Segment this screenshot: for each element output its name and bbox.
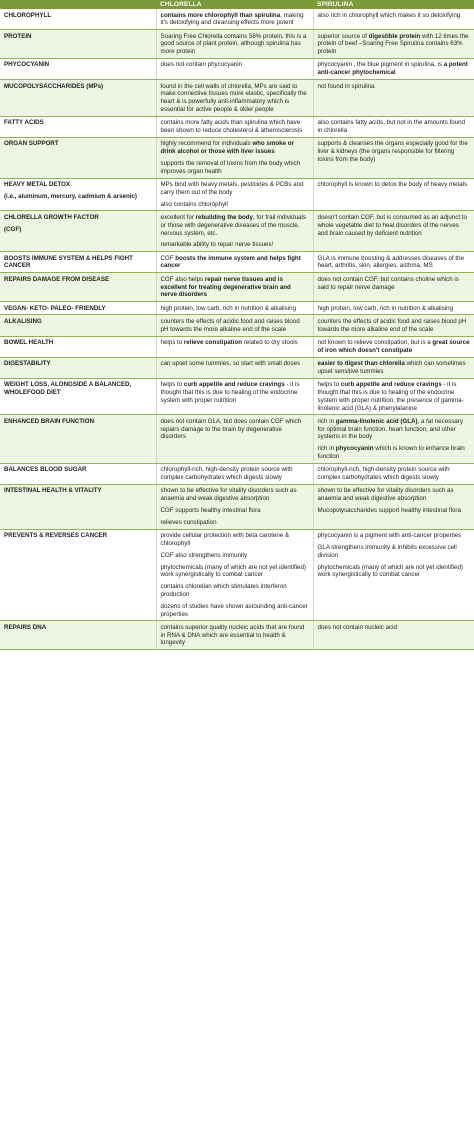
chlorella-cell — [156, 463, 313, 484]
bold-text-run: boosts the immune system and helps fight cancer — [160, 254, 301, 270]
row-label — [0, 252, 156, 273]
chlorella-paragraph — [161, 181, 309, 197]
text-run: INTESTINAL HEALTH & VITALITY — [4, 487, 102, 495]
text-run: does not contain nucleic acid — [317, 623, 397, 631]
spirulina-cell — [313, 302, 474, 315]
text-run: dozens of studies have shown astounding anti-cancer properties — [160, 602, 308, 618]
chlorella-paragraph — [161, 119, 309, 135]
text-run: helps to — [317, 381, 341, 389]
bold-text-run: great source of iron which doesn't constipate — [317, 339, 470, 354]
spirulina-paragraph — [318, 339, 471, 355]
row-label — [0, 621, 156, 650]
chlorella-paragraph — [161, 466, 309, 482]
chlorella-paragraph — [161, 583, 309, 599]
row-label-text — [4, 119, 152, 127]
text-run: found in the cell walls of chlorella, MPs are said to make connective tissues more elastic, specifically the heart & is powerfully anti-inflammatory which is essential for active people & older people — [160, 82, 307, 113]
text-run: also contains fatty acids, but not in the amounts found in chlorella — [317, 119, 466, 135]
bold-text-run: contains more chlorophyll than spirulina — [160, 11, 281, 19]
text-run: - it is thought that this is due to healing of the endocrine system with proper nutrition — [160, 381, 300, 404]
spirulina-paragraph — [318, 466, 471, 482]
text-run: REPAIRS DAMAGE FROM DISEASE — [4, 275, 110, 283]
text-run: phytochemicals (many of which are not yet identified) work synergistically to combat cancer — [160, 563, 306, 579]
chlorella-cell — [156, 315, 313, 336]
spirulina-cell — [313, 137, 474, 178]
spirulina-cell — [313, 357, 474, 378]
table-row — [0, 529, 474, 621]
chlorella-paragraph — [161, 381, 309, 404]
chlorella-paragraph — [161, 305, 309, 313]
row-label — [0, 137, 156, 178]
text-run: contains chlorellan which stimulates interferon production — [160, 583, 287, 598]
row-label — [0, 80, 156, 117]
text-run: ORGAN SUPPORT — [4, 140, 59, 148]
text-run: superior source of — [317, 32, 369, 40]
table-row — [0, 58, 474, 79]
table-row — [0, 137, 474, 178]
chlorella-paragraph — [161, 12, 309, 28]
text-run: PREVENTS & REVERSES CANCER — [4, 532, 108, 540]
text-run: PROTEIN — [4, 32, 32, 40]
row-label — [0, 378, 156, 415]
text-run: BOWEL HEALTH — [4, 339, 54, 346]
spirulina-paragraph — [318, 418, 471, 441]
row-label-text — [4, 193, 152, 201]
text-run: helps to — [160, 339, 184, 346]
spirulina-paragraph — [318, 305, 471, 313]
table-row — [0, 116, 474, 137]
chlorella-paragraph — [161, 255, 309, 271]
text-run: contains superior quality nucleic acids that are found in RNA & DNA which are essential to health & longevity — [160, 623, 305, 647]
text-run: relieves constipation — [160, 518, 217, 526]
spirulina-paragraph — [318, 83, 471, 91]
header-row — [0, 0, 474, 9]
chlorella-paragraph — [161, 214, 309, 237]
bold-text-run: relieve constipation — [183, 339, 243, 346]
bold-text-run: gamma-linolenic acid (GLA) — [335, 417, 418, 425]
text-run: also rich in chlorophyll which makes it so detoxifying — [317, 11, 461, 19]
text-run: not found in spirulina — [317, 82, 375, 90]
chlorella-paragraph — [161, 487, 309, 503]
spirulina-cell — [313, 315, 474, 336]
table-header — [0, 0, 474, 9]
spirulina-paragraph — [318, 445, 471, 461]
text-run: GLA is immune boosting & addresses diseases of the heart, arthritis, skin, allergies, asthma, MS — [317, 254, 465, 270]
chlorella-paragraph — [161, 318, 309, 334]
text-run: doesn't contain CGF, but is consumed as an adjunct to whole vegetable diet to heal disorders of the nerves and brain caused by deficient nutrition — [317, 213, 467, 237]
row-label-text — [4, 305, 152, 313]
text-run: excellent for — [160, 213, 196, 221]
chlorella-cell — [156, 80, 313, 117]
row-label — [0, 30, 156, 59]
bold-text-run: curb appetite and reduce cravings — [340, 381, 442, 389]
text-run: not known to relieve constipation, but is a — [317, 339, 433, 346]
row-label — [0, 529, 156, 621]
chlorella-paragraph — [161, 564, 309, 580]
bold-text-run: curb appetite and reduce cravings — [183, 381, 285, 389]
chlorella-paragraph — [161, 140, 309, 156]
text-run: CHLORELLA GROWTH FACTOR — [4, 213, 99, 221]
chlorella-paragraph — [161, 507, 309, 515]
text-run: HEAVY METAL DETOX — [4, 181, 71, 189]
table-row — [0, 621, 474, 650]
header-spirulina: SPIRULINA — [313, 0, 474, 9]
row-label-text — [4, 339, 152, 347]
spirulina-cell — [313, 463, 474, 484]
chlorella-paragraph — [161, 83, 309, 114]
text-run: remarkable ability to repair nerve tissues! — [160, 241, 274, 249]
text-run: related to dry stools — [242, 339, 298, 346]
bold-text-run: repair nerve tissues and is excellent for treating degenerative brain and nerve disorders — [160, 275, 291, 299]
table-row — [0, 336, 474, 357]
row-label-text — [4, 181, 152, 189]
spirulina-cell — [313, 415, 474, 463]
chlorella-cell — [156, 378, 313, 415]
text-run: chlorophyll is known to detox the body of heavy metals — [317, 181, 468, 189]
spirulina-paragraph — [318, 487, 471, 503]
row-label-text — [4, 33, 152, 41]
row-label — [0, 415, 156, 463]
text-run: counters the effects of acidic food and raises blood pH towards the more alkaline end of the scale — [160, 317, 300, 333]
chlorella-cell — [156, 621, 313, 650]
row-label-text — [4, 226, 152, 234]
row-label-text — [4, 418, 152, 426]
row-label — [0, 302, 156, 315]
text-run: CGF supports healthy intestinal flora — [160, 507, 261, 515]
row-label — [0, 463, 156, 484]
chlorella-cell — [156, 336, 313, 357]
chlorella-cell — [156, 415, 313, 463]
spirulina-cell — [313, 252, 474, 273]
row-label-text — [4, 214, 152, 222]
table-row — [0, 315, 474, 336]
text-run: ENHANCED BRAIN FUNCTION — [4, 417, 95, 425]
chlorella-cell — [156, 137, 313, 178]
header-label-column — [0, 0, 156, 9]
chlorella-paragraph — [161, 33, 309, 56]
row-label-text — [4, 255, 152, 271]
bold-text-run: easier to digest than chlorella — [317, 360, 405, 368]
chlorella-paragraph — [161, 418, 309, 441]
chlorella-paragraph — [161, 552, 309, 560]
row-label-text — [4, 466, 152, 474]
text-run: rich in — [317, 417, 336, 425]
chlorella-cell — [156, 273, 313, 302]
text-run: (CGF) — [4, 225, 22, 233]
text-run: BALANCES BLOOD SUGAR — [4, 466, 87, 474]
chlorella-paragraph — [161, 532, 309, 548]
row-label — [0, 211, 156, 252]
bold-text-run: who smoke or drink alcohol or those with liver issues — [160, 140, 294, 156]
row-label — [0, 273, 156, 302]
row-label-text — [4, 381, 152, 397]
chlorella-paragraph — [161, 339, 309, 347]
text-run: also contains chlorophyll — [160, 200, 228, 208]
chlorella-paragraph — [161, 624, 309, 647]
text-run: contains more fatty acids than spirulina which have been shown to reduce cholesterol & atherosclerosis — [160, 119, 303, 135]
text-run: high protein, low carb, rich in nutrition & alkalising — [160, 304, 297, 312]
chlorella-cell — [156, 58, 313, 79]
text-run: FATTY ACIDS — [4, 119, 44, 127]
text-run: chlorophyll-rich, high-density protein source with complex carbohydrates which digests slowly — [160, 466, 293, 482]
row-label-text — [4, 276, 152, 284]
text-run: , making it's detoxifying and cleansing effects more potent — [160, 11, 304, 27]
text-run: MUCOPOLYSACCHARIDES (MPs) — [4, 82, 104, 90]
chlorella-paragraph — [161, 160, 309, 176]
table-body — [0, 9, 474, 650]
table-row — [0, 211, 474, 252]
text-run: CGF — [160, 254, 176, 262]
spirulina-cell — [313, 80, 474, 117]
text-run: high protein, low carb, rich in nutrition & alkalising — [317, 304, 454, 312]
chlorella-cell — [156, 252, 313, 273]
row-label-text — [4, 532, 152, 540]
row-label — [0, 357, 156, 378]
text-run: does not contain GLA, but does contain CGF which repairs damage to the brain by degenerative disorders — [160, 417, 302, 441]
row-label — [0, 116, 156, 137]
text-run: shown to be effective for vitality disorders such as anaemia and weak digestive absorption — [160, 487, 297, 503]
spirulina-paragraph — [318, 507, 471, 515]
chlorella-cell — [156, 116, 313, 137]
text-run: counters the effects of acidic food and raises blood pH towards the more alkaline end of the scale — [317, 317, 467, 333]
spirulina-paragraph — [318, 276, 471, 292]
text-run: helps to — [160, 381, 184, 389]
text-run: highly recommend for individuals — [160, 140, 253, 148]
text-run: - it is thought that this is due to healing of the endocrine system with proper nutrition, the presence of gamma-linolenic acid (GLA) & phenylalanine — [317, 381, 464, 412]
spirulina-cell — [313, 336, 474, 357]
spirulina-paragraph — [318, 532, 471, 540]
spirulina-paragraph — [318, 624, 471, 632]
text-run: CGF also helps — [160, 275, 205, 283]
text-run: which can sometimes upset sensitive tummies — [317, 360, 466, 375]
text-run: phytochemicals (many of which are not yet identified) work synergistically to combat cancer — [317, 563, 463, 579]
text-run: supports the removal of toxins from the body which improves organ health — [160, 159, 301, 175]
table-row — [0, 357, 474, 378]
header-chlorella: CHLORELLA — [156, 0, 313, 9]
row-label-text — [4, 487, 152, 495]
text-run: ALKALISING — [4, 317, 42, 325]
spirulina-cell — [313, 378, 474, 415]
text-run: MPs bind with heavy metals, pesticides & PCBs and carry them out of the body — [160, 181, 304, 196]
text-run: , a fat necessary for optimal brain function, heart function, and other systems in the body — [317, 417, 463, 441]
spirulina-cell — [313, 116, 474, 137]
text-run: does not contain phycocyanin — [160, 61, 243, 69]
spirulina-cell — [313, 30, 474, 59]
text-run: chlorophyll-rich, high-density protein source with complex carbohydrates which digests slowly — [317, 466, 450, 482]
chlorella-cell — [156, 178, 313, 211]
table-row — [0, 80, 474, 117]
spirulina-paragraph — [318, 564, 471, 580]
row-label-text — [4, 360, 152, 368]
chlorella-cell — [156, 357, 313, 378]
text-run: CHLOROPHYLL — [4, 11, 52, 19]
spirulina-paragraph — [318, 140, 471, 163]
spirulina-paragraph — [318, 360, 471, 376]
row-label-text — [4, 83, 152, 91]
text-run: Mucopolysaccharides support healthy intestinal flora — [317, 507, 461, 515]
spirulina-cell — [313, 484, 474, 529]
spirulina-cell — [313, 178, 474, 211]
table-row — [0, 252, 474, 273]
text-run: , for frail individuals or those with degenerative diseases of the muscle, nervous system, etc. — [160, 213, 306, 237]
chlorella-paragraph — [161, 276, 309, 299]
chlorella-paragraph — [161, 201, 309, 209]
spirulina-paragraph — [318, 318, 471, 334]
chlorella-cell — [156, 9, 313, 30]
text-run: PHYCOCYANIN — [4, 61, 50, 69]
row-label-text — [4, 624, 152, 632]
row-label — [0, 336, 156, 357]
spirulina-cell — [313, 58, 474, 79]
text-run: Soaring Free Chlorella contains 58% protein, this is a good source of plant protein, although spirulina has more protein — [160, 32, 307, 56]
table-row — [0, 178, 474, 211]
row-label-text — [4, 12, 152, 20]
text-run: shown to be effective for vitality disorders such as anaemia and weak digestive absorption — [317, 487, 454, 503]
table-row — [0, 302, 474, 315]
text-run: phycocyanin , the blue pigment in spirulina, is — [317, 61, 444, 69]
text-run: rich in — [317, 445, 336, 453]
row-label — [0, 9, 156, 30]
chlorella-paragraph — [161, 241, 309, 249]
spirulina-cell — [313, 529, 474, 621]
chlorella-cell — [156, 529, 313, 621]
text-run: which is known to enhance brain function — [317, 445, 465, 461]
spirulina-paragraph — [318, 214, 471, 237]
spirulina-cell — [313, 211, 474, 252]
spirulina-paragraph — [318, 12, 471, 20]
chlorella-cell — [156, 30, 313, 59]
row-label — [0, 484, 156, 529]
text-run: supports & cleanses the organs especially good for the liver & kidneys (the organs responsible for filtering toxins from the body) — [317, 140, 468, 163]
table-row — [0, 484, 474, 529]
text-run: (i.e., aluminum, mercury, cadmium & arsenic) — [4, 192, 137, 200]
spirulina-paragraph — [318, 119, 471, 135]
table-row — [0, 415, 474, 463]
spirulina-paragraph — [318, 255, 471, 271]
spirulina-cell — [313, 273, 474, 302]
text-run: can upset some tummies, so start with small doses — [160, 360, 301, 368]
text-run: with 12 times the protein of beef –Soaring Free Spirulina contains 63% protein — [317, 32, 469, 56]
bold-text-run: phycocyanin — [335, 445, 374, 453]
chlorella-paragraph — [161, 61, 309, 69]
chlorella-cell — [156, 302, 313, 315]
table-row — [0, 378, 474, 415]
bold-text-run: a potent anti-cancer phytochemical — [317, 61, 468, 77]
text-run: phycocyanin is a pigment with anti-cancer properties — [317, 532, 462, 540]
text-run: VEGAN- KETO- PALEO- FRIENDLY — [4, 304, 106, 312]
table-row — [0, 30, 474, 59]
chlorella-paragraph — [161, 603, 309, 619]
spirulina-paragraph — [318, 381, 471, 412]
chlorella-paragraph — [161, 360, 309, 368]
spirulina-paragraph — [318, 181, 471, 189]
text-run: provide cellular protection with beta carotene & chlorophyll — [160, 532, 290, 547]
spirulina-paragraph — [318, 544, 471, 560]
table-row — [0, 273, 474, 302]
bold-text-run: rebuilding the body — [195, 213, 253, 221]
text-run: CGF also strengthens immunity — [160, 551, 248, 559]
chlorella-cell — [156, 211, 313, 252]
bold-text-run: digestible protein — [368, 32, 421, 40]
table-row — [0, 463, 474, 484]
text-run: WEIGHT LOSS, ALONGSIDE A BALANCED, WHOLEFOOD DIET — [4, 381, 132, 396]
text-run: REPAIRS DNA — [4, 623, 47, 631]
text-run: does not contain CGF, but contains choline which is said to repair nerve damage — [317, 275, 459, 291]
row-label — [0, 315, 156, 336]
spirulina-cell — [313, 621, 474, 650]
text-run: BOOSTS IMMUNE SYSTEM & HELPS FIGHT CANCER — [4, 254, 133, 270]
spirulina-cell — [313, 9, 474, 30]
spirulina-paragraph — [318, 61, 471, 77]
spirulina-paragraph — [318, 33, 471, 56]
text-run: DIGESTABILITY — [4, 360, 51, 368]
text-run: GLA strengthens immunity & inhibits excessive cell division — [317, 543, 457, 559]
row-label-text — [4, 318, 152, 326]
table-row — [0, 9, 474, 30]
chlorella-paragraph — [161, 519, 309, 527]
row-label — [0, 178, 156, 211]
row-label — [0, 58, 156, 79]
row-label-text — [4, 140, 152, 148]
chlorella-cell — [156, 484, 313, 529]
row-label-text — [4, 61, 152, 69]
